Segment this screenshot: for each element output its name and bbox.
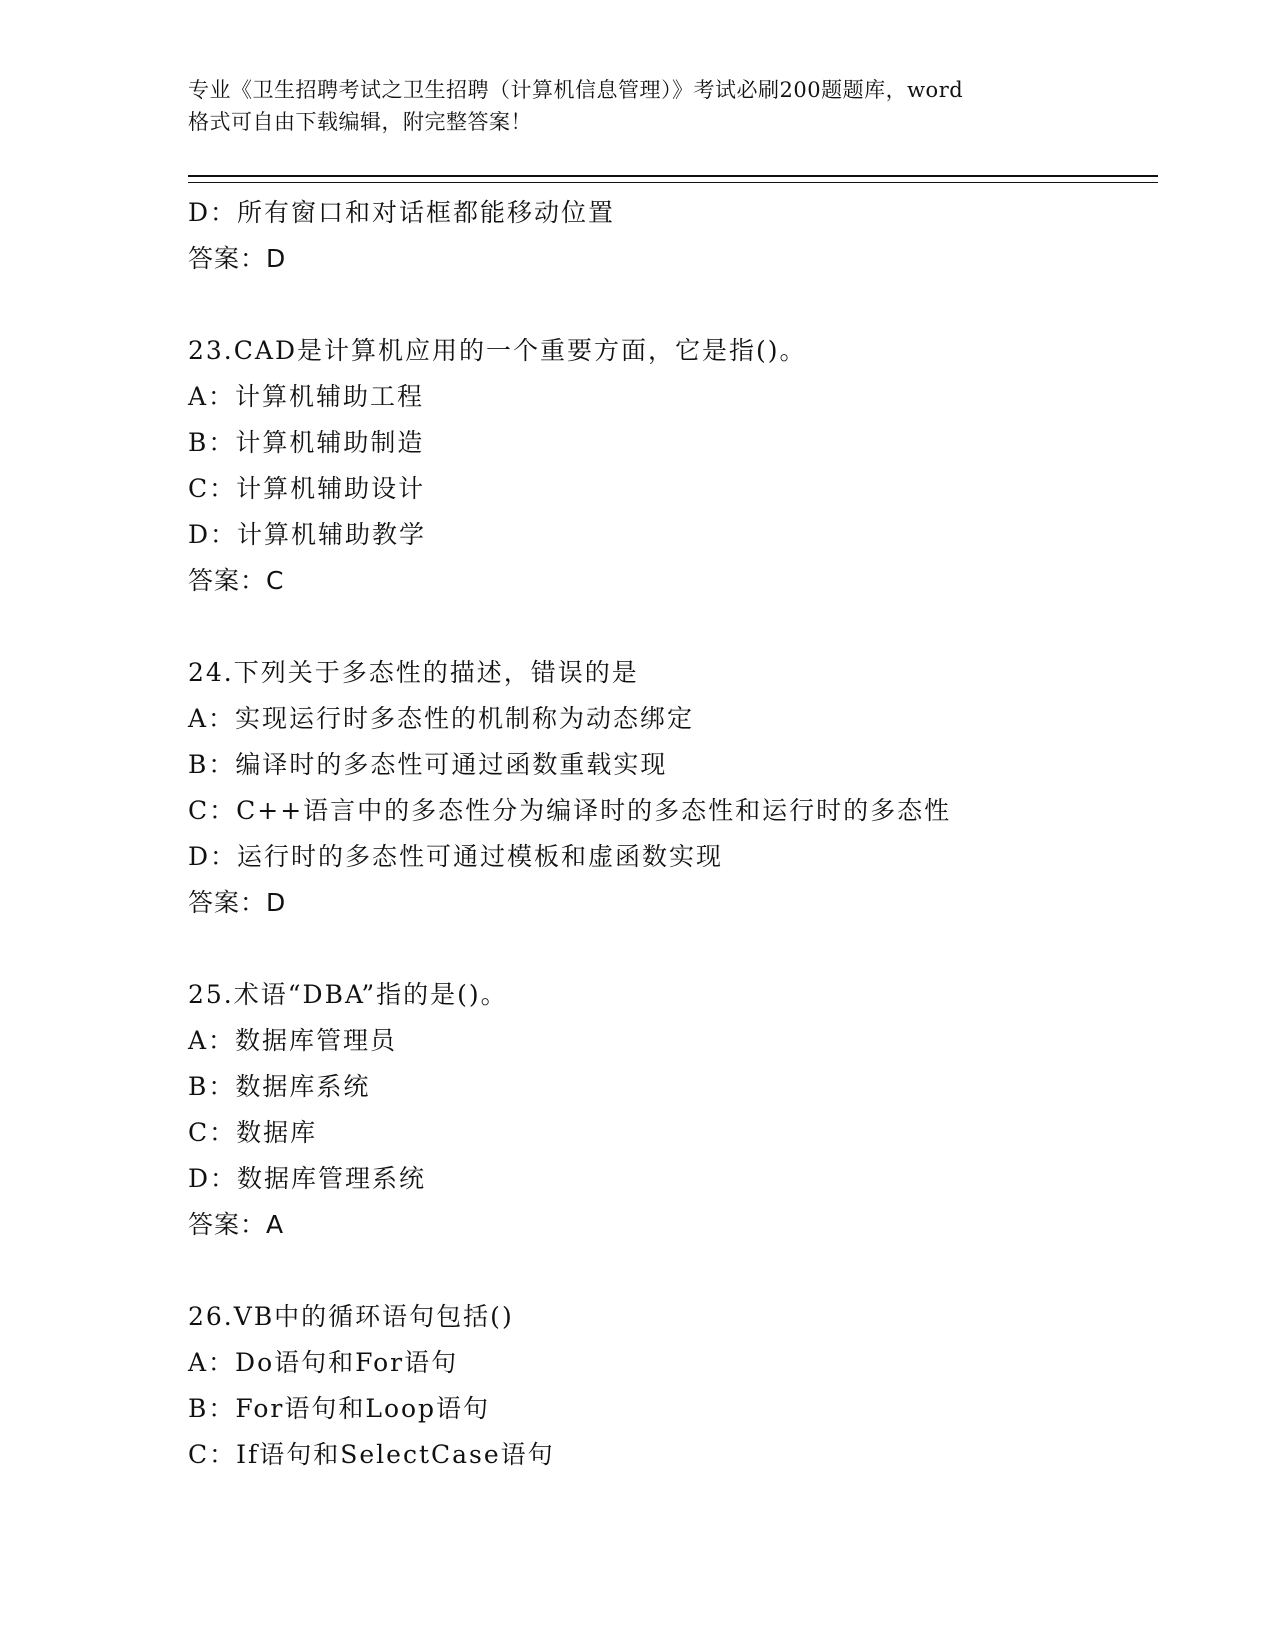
question-24 (188, 650, 1168, 926)
header-title-line-2: 格式可自由下载编辑，附完整答案！ (188, 110, 532, 134)
option-d: D：计算机辅助教学 (188, 520, 427, 549)
option-c: C：计算机辅助设计 (188, 474, 426, 503)
option-b: B：For语句和Loop语句 (188, 1394, 491, 1423)
option-a: A：计算机辅助工程 (188, 382, 425, 411)
option-a: A：实现运行时多态性的机制称为动态绑定 (188, 704, 695, 733)
option-c: C：C++语言中的多态性分为编译时的多态性和运行时的多态性 (188, 796, 952, 825)
spacer (188, 282, 1168, 328)
option-d: D：运行时的多态性可通过模板和虚函数实现 (188, 842, 724, 871)
question-26 (188, 1294, 1168, 1478)
spacer (188, 1248, 1168, 1294)
question-stem: 24.下列关于多态性的描述，错误的是 (188, 658, 639, 687)
option-c: C：数据库 (188, 1118, 318, 1147)
question-stem: 23.CAD是计算机应用的一个重要方面，它是指()。 (188, 336, 807, 365)
answer-line: 答案：C (188, 566, 285, 595)
document-header (188, 74, 1088, 138)
option-b: B：数据库系统 (188, 1072, 371, 1101)
partial-question (188, 190, 1168, 282)
answer-line: 答案：A (188, 1210, 285, 1239)
answer-line: 答案：D (188, 888, 287, 917)
question-25 (188, 972, 1168, 1248)
header-rule-thick (188, 175, 1158, 177)
option-b: B：计算机辅助制造 (188, 428, 425, 457)
header-rule-thin (188, 182, 1158, 183)
question-stem: 25.术语“DBA”指的是()。 (188, 980, 508, 1009)
answer-line: 答案：D (188, 244, 287, 273)
spacer (188, 926, 1168, 972)
question-23 (188, 328, 1168, 604)
header-title-line-1: 专业《卫生招聘考试之卫生招聘（计算机信息管理）》考试必刷200题题库，word (188, 78, 964, 102)
option-a: A：数据库管理员 (188, 1026, 398, 1055)
option-b: B：编译时的多态性可通过函数重载实现 (188, 750, 668, 779)
option-d: D：所有窗口和对话框都能移动位置 (188, 198, 616, 227)
spacer (188, 604, 1168, 650)
option-d: D：数据库管理系统 (188, 1164, 427, 1193)
option-c: C：If语句和SelectCase语句 (188, 1440, 555, 1469)
question-stem: 26.VB中的循环语句包括() (188, 1302, 514, 1331)
question-list (188, 190, 1168, 1478)
option-a: A：Do语句和For语句 (188, 1348, 459, 1377)
